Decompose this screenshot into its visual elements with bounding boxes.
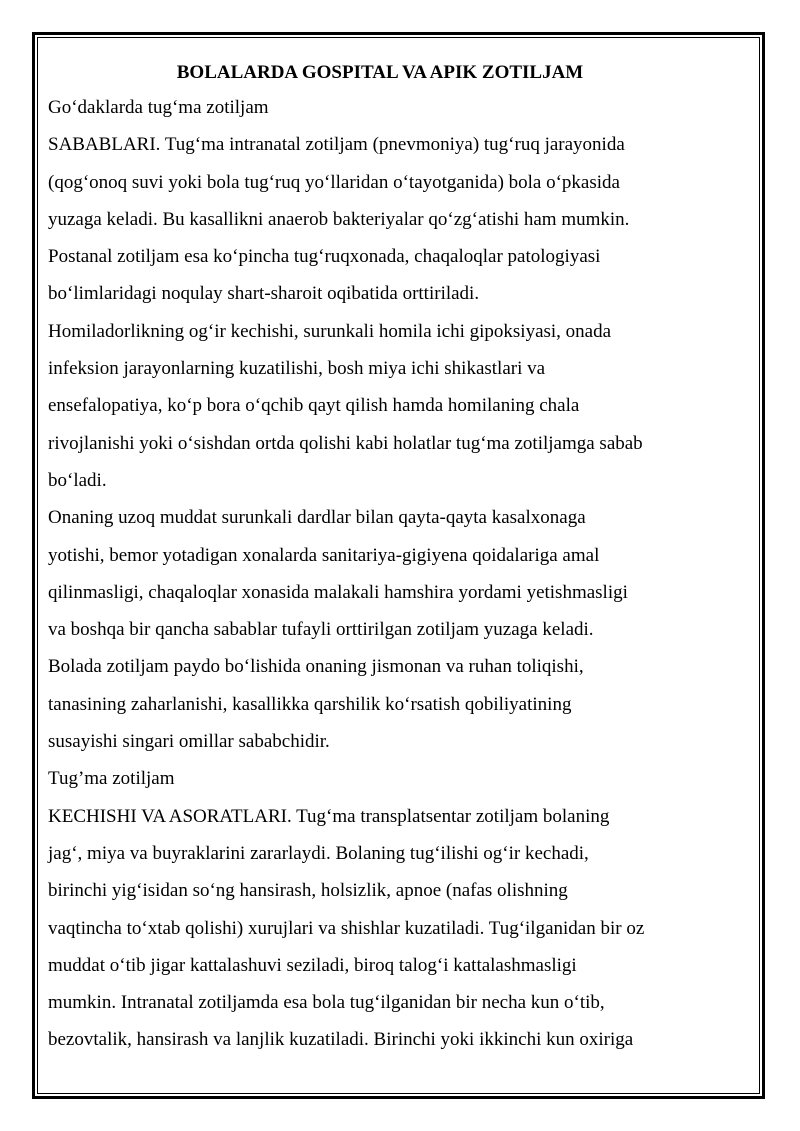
text-line: bo‘limlaridagi noqulay shart-sharoit oqibatida orttiriladi. <box>48 283 480 305</box>
document-body <box>48 56 728 1059</box>
text-line: jag‘, miya va buyraklarini zararlaydi. Bolaning tug‘ilishi og‘ir kechadi, <box>48 842 589 864</box>
text-line: birinchi yig‘isidan so‘ng hansirash, holsizlik, apnoe (nafas olishning <box>48 880 568 902</box>
text-line: Postanal zotiljam esa ko‘pincha tug‘ruqxonada, chaqaloqlar patologiyasi <box>48 246 601 268</box>
document-title: BOLALARDA GOSPITAL VA APIK ZOTILJAM <box>176 62 584 83</box>
text-line: Tug’ma zotiljam <box>48 768 175 790</box>
text-line: yotishi, bemor yotadigan xonalarda sanitariya-gigiyena qoidalariga amal <box>48 544 600 566</box>
text-line: infeksion jarayonlarning kuzatilishi, bosh miya ichi shikastlari va <box>48 358 546 380</box>
text-line: rivojlanishi yoki o‘sishdan ortda qolishi kabi holatlar tug‘ma zotiljamga sabab <box>48 432 643 454</box>
text-line: qilinmasligi, chaqaloqlar xonasida malakali hamshira yordami yetishmasligi <box>48 581 628 603</box>
text-line: (qog‘onoq suvi yoki bola tug‘ruq yo‘llaridan o‘tayotganida) bola o‘pkasida <box>48 171 620 193</box>
text-line: SABABLARI. Tug‘ma intranatal zotiljam (pnevmoniya) tug‘ruq jarayonida <box>48 134 625 156</box>
text-line: mumkin. Intranatal zotiljamda esa bola tug‘ilganidan bir necha kun o‘tib, <box>48 992 605 1014</box>
text-line: yuzaga keladi. Bu kasallikni anaerob bakteriyalar qo‘zg‘atishi ham mumkin. <box>48 208 630 230</box>
text-line: vaqtincha to‘xtab qolishi) xurujlari va shishlar kuzatiladi. Tug‘ilganidan bir oz <box>48 917 645 939</box>
text-line: bo‘ladi. <box>48 469 107 491</box>
text-line: bezovtalik, hansirash va lanjlik kuzatiladi. Birinchi yoki ikkinchi kun oxiriga <box>48 1029 634 1051</box>
text-line: Onaning uzoq muddat surunkali dardlar bilan qayta-qayta kasalxonaga <box>48 507 586 529</box>
text-line: Bolada zotiljam paydo bo‘lishida onaning jismonan va ruhan toliqishi, <box>48 656 584 678</box>
text-line: Go‘daklarda tug‘ma zotiljam <box>48 97 269 118</box>
text-line: susayishi singari omillar sababchidir. <box>48 731 330 753</box>
text-line: tanasining zaharlanishi, kasallikka qarshilik ko‘rsatish qobiliyatining <box>48 693 572 715</box>
text-line: Homiladorlikning og‘ir kechishi, surunkali homila ichi gipoksiyasi, onada <box>48 320 612 342</box>
text-line: va boshqa bir qancha sabablar tufayli orttirilgan zotiljam yuzaga keladi. <box>48 619 594 641</box>
text-line: KECHISHI VA ASORATLARI. Tug‘ma transplatsentar zotiljam bolaning <box>48 805 610 827</box>
text-line: muddat o‘tib jigar kattalashuvi seziladi, biroq talog‘i kattalashmasligi <box>48 954 577 976</box>
text-line: ensefalopatiya, ko‘p bora o‘qchib qayt qilish hamda homilaning chala <box>48 395 580 417</box>
